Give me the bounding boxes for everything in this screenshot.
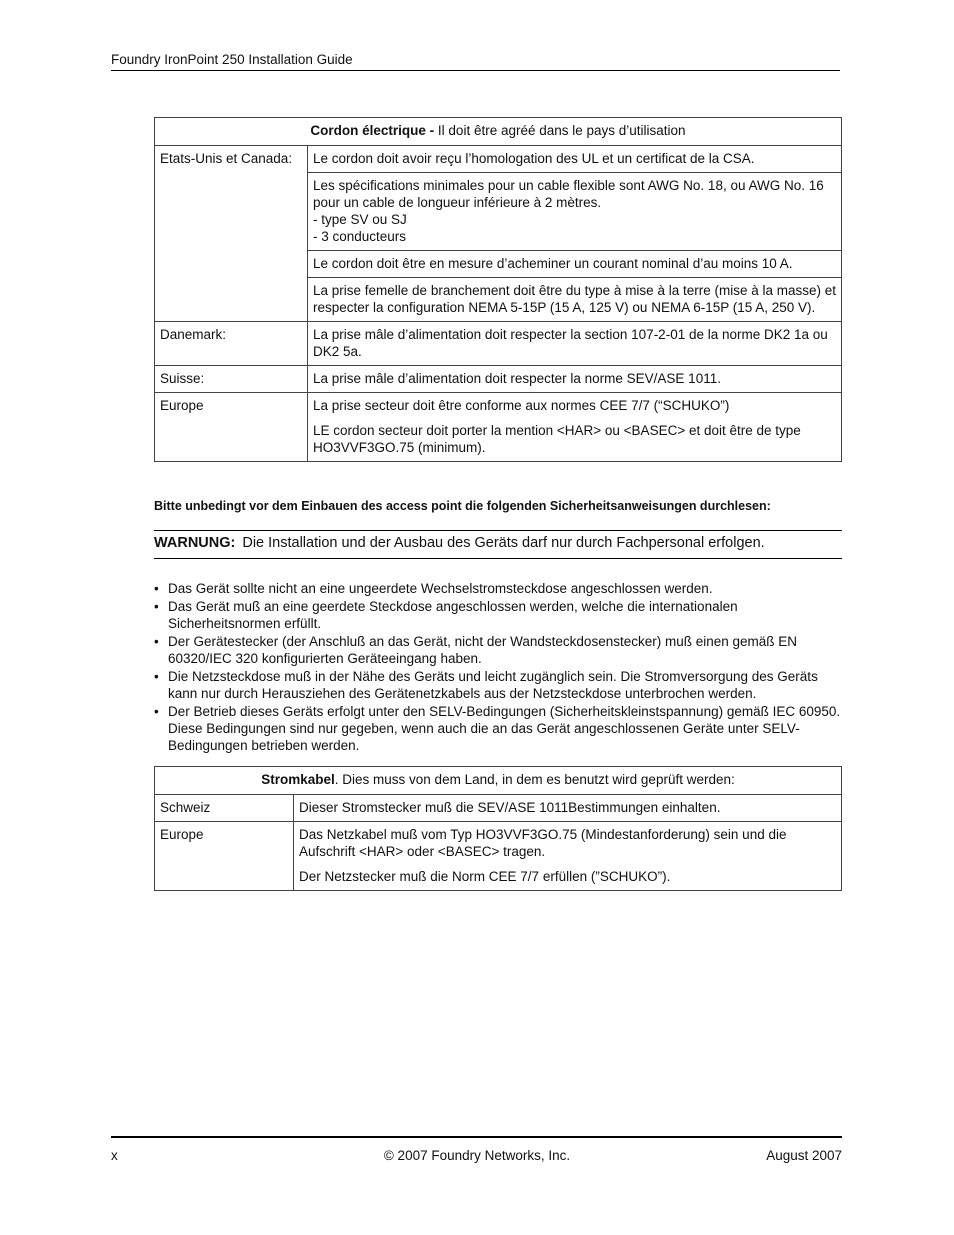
power-cord-table-de: [154, 766, 842, 891]
safety-bullet-list: [154, 580, 844, 755]
country-cell: Europe: [155, 822, 294, 891]
running-header: Foundry IronPoint 250 Installation Guide: [111, 52, 353, 67]
country-cell: Europe: [155, 393, 308, 462]
page-number: x: [111, 1148, 118, 1163]
warning-text: Die Installation und der Ausbau des Geräts darf nur durch Fachpersonal erfolgen.: [242, 535, 765, 551]
list-item: [154, 580, 844, 597]
requirement-cell: Le cordon doit être en mesure d’acheminer un courant nominal d’au moins 10 A.: [308, 251, 842, 278]
list-item-text: Das Gerät sollte nicht an eine ungeerdete Wechselstromsteckdose angeschlossen werden.: [168, 581, 713, 596]
table-caption: [155, 118, 842, 146]
warning-rule-bottom: [154, 558, 842, 559]
bullet-icon: •: [154, 669, 159, 684]
footer-rule: [111, 1136, 842, 1138]
requirement-paragraph: La prise secteur doit être conforme aux normes CEE 7/7 (“SCHUKO”): [313, 398, 730, 413]
requirement-line: Les spécifications minimales pour un cable flexible sont AWG No. 18, ou AWG No. 16 pour un cable de longueur inférieure à 2 mètres.: [313, 178, 824, 210]
list-item: [154, 703, 844, 754]
bullet-icon: •: [154, 581, 159, 596]
list-item-text: Das Gerät muß an eine geerdete Steckdose angeschlossen werden, welche die internationalen Sicherheitsnormen erfüllt.: [168, 599, 738, 631]
list-item: [154, 598, 844, 632]
power-cord-table-fr: [154, 117, 842, 462]
warning-label: WARNUNG:: [154, 535, 236, 551]
requirement-cell: La prise mâle d’alimentation doit respecter la norme SEV/ASE 1011.: [308, 366, 842, 393]
requirement-line: - 3 conducteurs: [313, 229, 407, 244]
caption-bold: Stromkabel: [261, 772, 335, 787]
warning-note: [154, 535, 765, 551]
safety-intro: Bitte unbedingt vor dem Einbauen des access point die folgenden Sicherheitsanweisungen durchlesen:: [154, 499, 771, 513]
list-item-text: Der Betrieb dieses Geräts erfolgt unter den SELV-Bedingungen (Sicherheitskleinstspannung) gemäß IEC 60950. Diese Bedingungen sind nur gegeben, wenn auch die an das Gerät angeschlossenen Geräte unter SELV-Bedingungen betrieben werden.: [168, 704, 841, 753]
requirement-cell: La prise femelle de branchement doit être du type à mise à la terre (mise à la masse) et respecter la configuration NEMA 5-15P (15 A, 125 V) ou NEMA 6-15P (15 A, 250 V).: [308, 278, 842, 322]
header-rule: [111, 70, 840, 71]
requirement-cell: [294, 822, 842, 891]
table-caption: [155, 767, 842, 795]
requirement-cell: Le cordon doit avoir reçu l’homologation des UL et un certificat de la CSA.: [308, 146, 842, 173]
requirement-cell: [308, 173, 842, 251]
country-cell: Suisse:: [155, 366, 308, 393]
requirement-line: - type SV ou SJ: [313, 212, 407, 227]
list-item: [154, 633, 844, 667]
publication-date: August 2007: [766, 1148, 842, 1163]
list-item: [154, 668, 844, 702]
requirement-cell: Dieser Stromstecker muß die SEV/ASE 1011Bestimmungen einhalten.: [294, 795, 842, 822]
list-item-text: Der Gerätestecker (der Anschluß an das Gerät, nicht der Wandsteckdosenstecker) muß einen gemäß EN 60320/IEC 320 konfigurierten Geräteeingang haben.: [168, 634, 798, 666]
caption-bold: Cordon électrique -: [310, 123, 435, 138]
requirement-cell: La prise mâle d’alimentation doit respecter la section 107-2-01 de la norme DK2 1a ou DK2 5a.: [308, 322, 842, 366]
caption-rest: Il doit être agréé dans le pays d’utilisation: [434, 123, 686, 138]
caption-rest: . Dies muss von dem Land, in dem es benutzt wird geprüft werden:: [334, 772, 735, 787]
bullet-icon: •: [154, 634, 159, 649]
copyright: © 2007 Foundry Networks, Inc.: [383, 1148, 571, 1163]
requirement-cell: [308, 393, 842, 462]
country-cell: Schweiz: [155, 795, 294, 822]
requirement-paragraph: Der Netzstecker muß die Norm CEE 7/7 erfüllen (”SCHUKO”).: [299, 869, 671, 884]
requirement-paragraph: LE cordon secteur doit porter la mention <HAR> ou <BASEC> et doit être de type HO3VVF3GO.75 (minimum).: [313, 423, 801, 455]
warning-rule-top: [154, 530, 842, 531]
bullet-icon: •: [154, 704, 159, 719]
requirement-paragraph: Das Netzkabel muß vom Typ HO3VVF3GO.75 (Mindestanforderung) sein und die Aufschrift <HAR> oder <BASEC> tragen.: [299, 827, 787, 859]
list-item-text: Die Netzsteckdose muß in der Nähe des Geräts und leicht zugänglich sein. Die Stromversorgung des Geräts kann nur durch Herausziehen des Gerätenetzkabels aus der Netzsteckdose unterbrochen werden.: [168, 669, 818, 701]
bullet-icon: •: [154, 599, 159, 614]
country-cell: Etats-Unis et Canada:: [155, 146, 308, 173]
country-cell: Danemark:: [155, 322, 308, 366]
